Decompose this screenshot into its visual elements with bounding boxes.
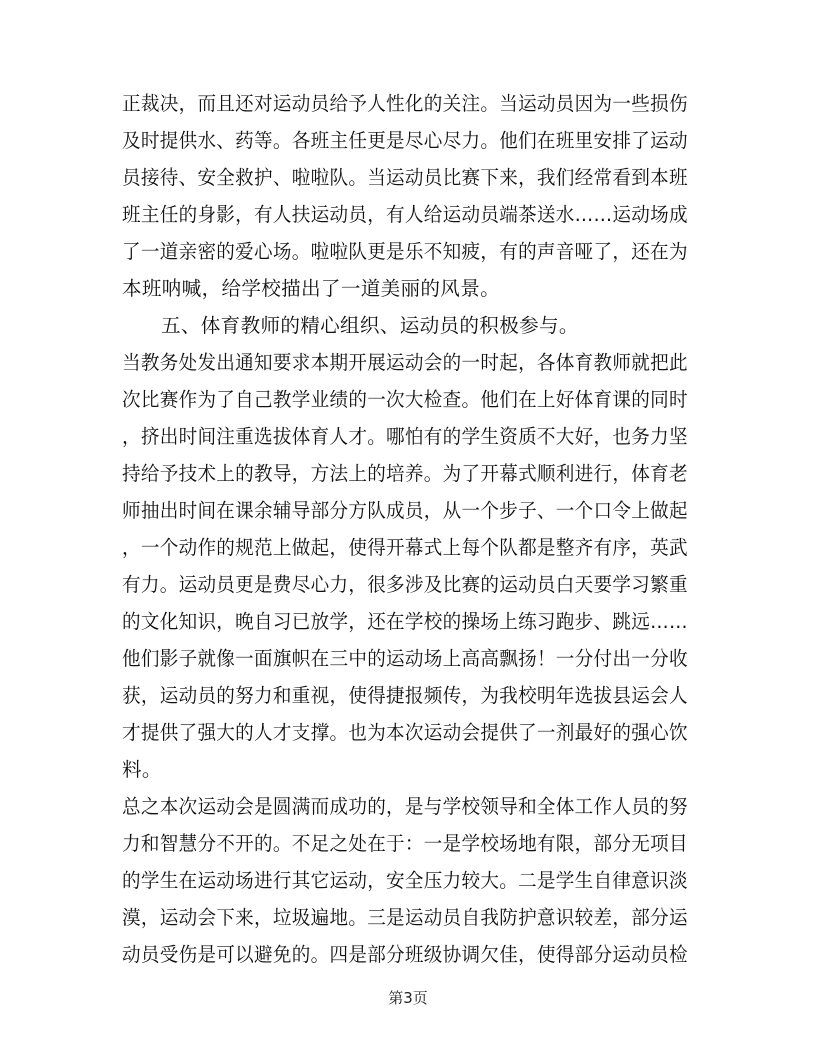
text-line: 有力。运动员更是费尽心力，很多涉及比赛的运动员白天要学习繁重 bbox=[122, 573, 688, 596]
text-line: 力和智慧分不开的。不足之处在于：一是学校场地有限，部分无项目 bbox=[122, 832, 688, 855]
text-line: 漠，运动会下来，垃圾遍地。三是运动员自我防护意识较差，部分运 bbox=[122, 906, 688, 929]
text-line: 总之本次运动会是圆满而成功的，是与学校领导和全体工作人员的努 bbox=[122, 795, 688, 818]
page-number: 第3页 bbox=[388, 989, 428, 1007]
text-line: 动员受伤是可以避免的。四是部分班级协调欠佳，使得部分运动员检 bbox=[122, 943, 688, 966]
text-line: 正裁决，而且还对运动员给予人性化的关注。当运动员因为一些损伤 bbox=[122, 92, 688, 115]
text-line: 员接待、安全救护、啦啦队。当运动员比赛下来，我们经常看到本班 bbox=[122, 166, 688, 189]
section-heading: 五、体育教师的精心组织、运动员的积极参与。 bbox=[161, 314, 579, 337]
text-line: 次比赛作为了自己教学业绩的一次大检查。他们在上好体育课的同时 bbox=[122, 388, 688, 411]
text-line: 的学生在运动场进行其它运动，安全压力较大。二是学生自律意识淡 bbox=[122, 869, 688, 892]
text-line: 当教务处发出通知要求本期开展运动会的一时起，各体育教师就把此 bbox=[122, 351, 688, 374]
text-line: ，挤出时间注重选拔体育人才。哪怕有的学生资质不大好，也务力坚 bbox=[122, 425, 688, 448]
text-line: 本班呐喊，给学校描出了一道美丽的风景。 bbox=[122, 277, 500, 300]
text-line: 料。 bbox=[122, 758, 162, 781]
text-line: 的文化知识，晚自习已放学，还在学校的操场上练习跑步、跳远…… bbox=[122, 610, 688, 633]
text-line: 才提供了强大的人才支撑。也为本次运动会提供了一剂最好的强心饮 bbox=[122, 721, 688, 744]
text-line: 班主任的身影，有人扶运动员，有人给运动员端茶送水……运动场成 bbox=[122, 203, 688, 226]
text-line: 获，运动员的努力和重视，使得捷报频传，为我校明年选拔县运会人 bbox=[122, 684, 688, 707]
text-line: 及时提供水、药等。各班主任更是尽心尽力。他们在班里安排了运动 bbox=[122, 129, 688, 152]
text-line: 师抽出时间在课余辅导部分方队成员，从一个步子、一个口令上做起 bbox=[122, 499, 688, 522]
text-line: 了一道亲密的爱心场。啦啦队更是乐不知疲，有的声音哑了，还在为 bbox=[122, 240, 688, 263]
text-line: 他们影子就像一面旗帜在三中的运动场上高高飘扬！一分付出一分收 bbox=[122, 647, 688, 670]
text-line: ，一个动作的规范上做起，使得开幕式上每个队都是整齐有序，英武 bbox=[122, 536, 688, 559]
text-line: 持给予技术上的教导，方法上的培养。为了开幕式顺利进行，体育老 bbox=[122, 462, 688, 485]
